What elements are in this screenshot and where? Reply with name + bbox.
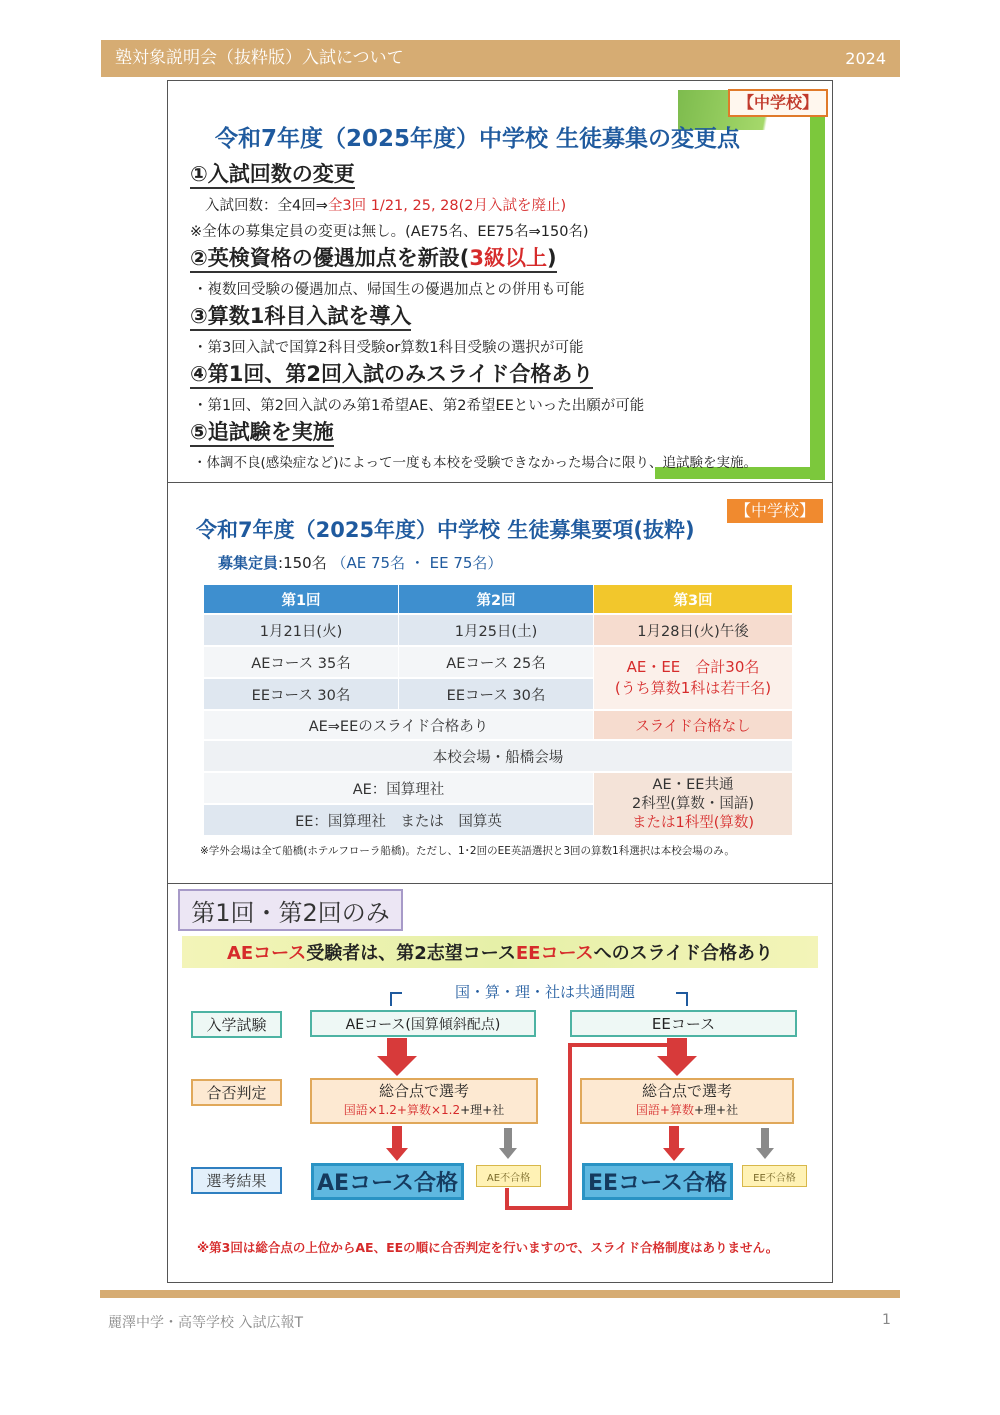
row-label-judge: 合否判定 bbox=[191, 1079, 282, 1106]
ae-judge-title: 総合点で選考 bbox=[378, 1082, 469, 1100]
header-title: 塾対象説明会（抜粋版）入試について bbox=[115, 48, 404, 68]
common-questions: 国・算・理・社は共通問題 bbox=[455, 983, 636, 1001]
ee-subjects-cell: EE：国算理社 または 国算英 bbox=[204, 805, 593, 835]
item3-line1: ・第3回入試で国算2科目受験or算数1科目受験の選択が可能 bbox=[193, 340, 584, 356]
venue-cell: 本校会場・船橋会場 bbox=[204, 741, 792, 771]
section3-footnote: ※第3回は総合点の上位からAE、EEの順に合否判定を行いますので、スライド合格制度はありません。 bbox=[197, 1240, 779, 1255]
date-cell: 1月28日(火)午後 bbox=[594, 615, 792, 645]
capacity-line: 募集定員:150名 （AE 75名 ・ EE 75名） bbox=[218, 554, 503, 572]
third-subjects-cell bbox=[594, 773, 792, 835]
ae-fail-box: AE不合格 bbox=[476, 1165, 541, 1187]
arrow-down-icon bbox=[755, 1128, 775, 1160]
ae-count-cell: AEコース 25名 bbox=[399, 647, 593, 677]
venue-note: ※学外会場は全て船橋(ホテルフローラ船橋)。ただし、1･2回のEE英語選択と3回の算数1科選択は本校会場のみ。 bbox=[200, 845, 735, 857]
footer-page: 1 bbox=[882, 1312, 891, 1328]
ae-subjects-cell: AE：国算理社 bbox=[204, 773, 593, 803]
date-cell: 1月25日(土) bbox=[399, 615, 593, 645]
no-slide-cell: スライド合格なし bbox=[594, 711, 792, 739]
section3-title: 第1回・第2回のみ bbox=[178, 889, 403, 931]
item4-heading: ④第1回、第2回入試のみスライド合格あり bbox=[190, 361, 593, 389]
ee-pass-box: EEコース合格 bbox=[582, 1163, 733, 1200]
green-accent-side bbox=[810, 104, 825, 480]
ae-judge-formula: 国語×1.2+算数×1.2+理+社 bbox=[343, 1103, 505, 1117]
item1-line2: ※全体の募集定員の変更は無し。(AE75名、EE75名⇒150名) bbox=[190, 224, 589, 240]
item2-line1: ・複数回受験の優遇加点、帰国生の優遇加点との併用も可能 bbox=[193, 282, 585, 298]
item1-heading: ①入試回数の変更 bbox=[190, 161, 355, 189]
table-header-3: 第3回 bbox=[594, 585, 792, 613]
table-header-2: 第2回 bbox=[399, 585, 593, 613]
bracket-right bbox=[676, 992, 688, 1006]
ee-judge-formula: 国語+算数+理+社 bbox=[635, 1103, 739, 1117]
ee-course-box: EEコース bbox=[570, 1010, 797, 1037]
bracket-left bbox=[390, 992, 402, 1006]
section-divider bbox=[167, 482, 833, 483]
item1-line1: 入試回数：全4回⇒全3回 1/21, 25, 28(2月入試を廃止) bbox=[205, 198, 567, 214]
table-header-1: 第1回 bbox=[204, 585, 398, 613]
section2-title: 令和7年度（2025年度）中学校 生徒募集要項(抜粋) bbox=[196, 518, 695, 542]
third-subjects-line3: または1科型(算数) bbox=[631, 814, 755, 831]
footer-bar bbox=[100, 1290, 900, 1298]
arrow-down-icon bbox=[385, 1126, 409, 1162]
ae-judge-box bbox=[310, 1078, 538, 1124]
ee-count-cell: EEコース 30名 bbox=[204, 679, 398, 709]
third-capacity-cell bbox=[594, 647, 792, 709]
item5-line1: ・体調不良(感染症など)によって一度も本校を受験できなかった場合に限り、追試験を実施。 bbox=[193, 455, 758, 471]
item3-heading: ③算数1科目入試を導入 bbox=[190, 303, 411, 331]
third-capacity-line1: AE・EE 合計30名 bbox=[626, 658, 760, 676]
ae-pass-box: AEコース合格 bbox=[311, 1163, 464, 1200]
slide-cell: AE⇒EEのスライド合格あり bbox=[204, 711, 593, 739]
arrow-down-icon bbox=[375, 1038, 419, 1078]
third-subjects-line2: 2科型(算数・国語) bbox=[631, 795, 755, 812]
section1-title: 令和7年度（2025年度）中学校 生徒募集の変更点 bbox=[215, 126, 741, 152]
item2-heading: ②英検資格の優遇加点を新設(3級以上) bbox=[190, 245, 557, 273]
section2-tag: 【中学校】 bbox=[727, 499, 823, 523]
ae-course-box: AEコース(国算傾斜配点) bbox=[310, 1010, 536, 1037]
date-cell: 1月21日(火) bbox=[204, 615, 398, 645]
third-capacity-line2: (うち算数1科は若干名) bbox=[614, 679, 772, 697]
item4-line1: ・第1回、第2回入試のみ第1希望AE、第2希望EEといった出願が可能 bbox=[193, 398, 645, 414]
header-year: 2024 bbox=[845, 49, 886, 68]
third-subjects-line1: AE・EE共通 bbox=[652, 776, 734, 793]
ee-fail-box: EE不合格 bbox=[742, 1165, 807, 1187]
header-bar bbox=[101, 40, 900, 77]
ee-judge-title: 総合点で選考 bbox=[641, 1082, 732, 1100]
item5-heading: ⑤追試験を実施 bbox=[190, 419, 334, 447]
slide-banner: AEコース 受験者は、第2志望コース EEコース へのスライド合格あり bbox=[182, 936, 818, 968]
footer-school: 麗澤中学・高等学校 入試広報T bbox=[108, 1315, 304, 1331]
section1-tag: 【中学校】 bbox=[728, 89, 828, 117]
row-label-result: 選考結果 bbox=[191, 1167, 282, 1194]
row-label-exam: 入学試験 bbox=[191, 1011, 282, 1038]
section-divider bbox=[167, 883, 833, 884]
ee-count-cell: EEコース 30名 bbox=[399, 679, 593, 709]
ae-count-cell: AEコース 35名 bbox=[204, 647, 398, 677]
